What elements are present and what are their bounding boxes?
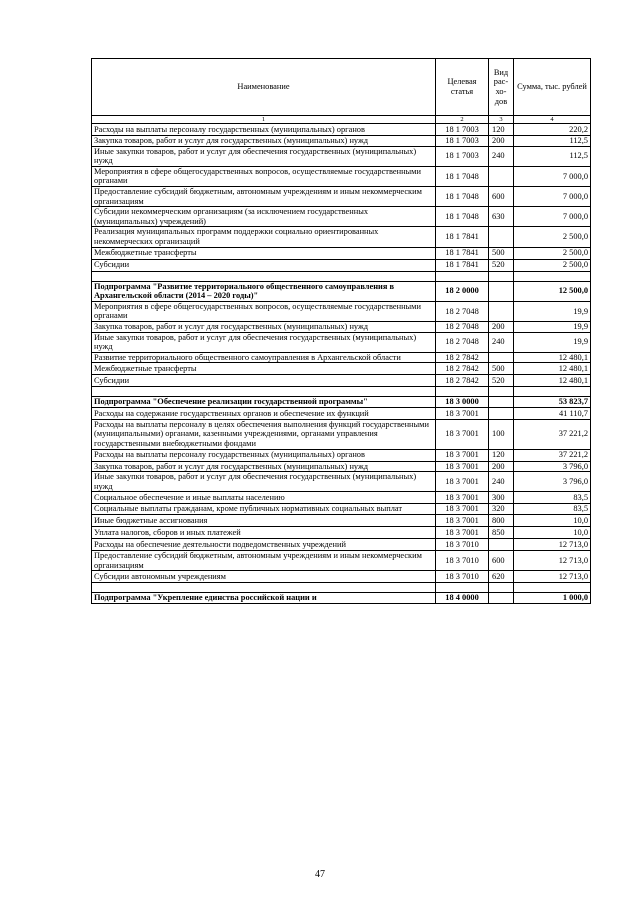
row-name-cell [92, 583, 436, 593]
table-row [92, 166, 591, 186]
spacer-row [92, 387, 591, 397]
row-sum-cell: 1 000,0 [514, 593, 591, 604]
row-type-cell [489, 397, 514, 408]
row-article-cell: 18 3 0000 [436, 397, 489, 408]
row-name-cell: Социальное обеспечение и иные выплаты населению [92, 492, 436, 504]
row-name-cell: Расходы на выплаты персоналу государственных (муниципальных) органов [92, 449, 436, 461]
row-type-cell: 240 [489, 472, 514, 492]
column-number: 2 [436, 116, 489, 124]
row-sum-cell: 2 500,0 [514, 259, 591, 271]
row-name-cell: Закупка товаров, работ и услуг для государственных (муниципальных) нужд [92, 321, 436, 332]
column-header-type: Вид рас- хо- дов [489, 59, 514, 116]
row-type-cell: 800 [489, 515, 514, 527]
row-sum-cell: 2 500,0 [514, 227, 591, 247]
row-sum-cell: 12 713,0 [514, 571, 591, 583]
row-name-cell: Иные закупки товаров, работ и услуг для обеспечения государственных (муниципальных) нужд [92, 146, 436, 166]
row-type-cell [489, 539, 514, 551]
column-header-name: Наименование [92, 59, 436, 116]
row-name-cell: Предоставление субсидий бюджетным, автономным учреждениям и иным некоммерческим организациям [92, 551, 436, 571]
row-sum-cell: 7 000,0 [514, 186, 591, 206]
row-sum-cell: 19,9 [514, 332, 591, 352]
table-row [92, 472, 591, 492]
spacer-row [92, 271, 591, 281]
row-article-cell: 18 2 7842 [436, 352, 489, 363]
row-type-cell: 600 [489, 551, 514, 571]
row-name-cell: Закупка товаров, работ и услуг для государственных (муниципальных) нужд [92, 461, 436, 472]
row-article-cell: 18 2 7048 [436, 332, 489, 352]
row-type-cell: 120 [489, 124, 514, 136]
row-sum-cell: 10,0 [514, 527, 591, 539]
column-number: 3 [489, 116, 514, 124]
row-sum-cell [514, 583, 591, 593]
table-row [92, 136, 591, 147]
row-article-cell: 18 2 7048 [436, 301, 489, 321]
row-article-cell: 18 1 7003 [436, 136, 489, 147]
row-type-cell [489, 271, 514, 281]
row-article-cell: 18 3 7001 [436, 472, 489, 492]
row-article-cell: 18 1 7841 [436, 247, 489, 259]
column-number: 4 [514, 116, 591, 124]
row-type-cell [489, 407, 514, 419]
row-type-cell [489, 227, 514, 247]
row-name-cell: Реализация муниципальных программ поддержки социально ориентированных некоммерческих организаций [92, 227, 436, 247]
row-sum-cell: 53 823,7 [514, 397, 591, 408]
row-type-cell [489, 281, 514, 301]
row-name-cell: Иные закупки товаров, работ и услуг для обеспечения государственных (муниципальных) нужд [92, 472, 436, 492]
table-row [92, 207, 591, 227]
row-type-cell [489, 593, 514, 604]
subprogram-row [92, 281, 591, 301]
row-sum-cell: 7 000,0 [514, 207, 591, 227]
table-row [92, 247, 591, 259]
row-name-cell: Подпрограмма "Укрепление единства российской нации и [92, 593, 436, 604]
row-type-cell: 300 [489, 492, 514, 504]
row-name-cell: Подпрограмма "Развитие территориального общественного самоуправления в Архангельской области (2014 – 2020 годы)" [92, 281, 436, 301]
column-number-row [92, 116, 591, 124]
table-row [92, 363, 591, 375]
row-sum-cell: 83,5 [514, 492, 591, 504]
row-article-cell: 18 4 0000 [436, 593, 489, 604]
table-row [92, 332, 591, 352]
table-row [92, 321, 591, 332]
row-type-cell [489, 166, 514, 186]
row-sum-cell: 37 221,2 [514, 449, 591, 461]
row-name-cell: Субсидии [92, 259, 436, 271]
row-sum-cell: 3 796,0 [514, 461, 591, 472]
table-row [92, 375, 591, 387]
subprogram-row [92, 593, 591, 604]
row-type-cell: 520 [489, 259, 514, 271]
row-article-cell: 18 2 0000 [436, 281, 489, 301]
row-type-cell: 200 [489, 461, 514, 472]
row-name-cell: Предоставление субсидий бюджетным, автономным учреждениям и иным некоммерческим организациям [92, 186, 436, 206]
table-row [92, 124, 591, 136]
row-article-cell: 18 1 7841 [436, 227, 489, 247]
row-type-cell: 100 [489, 419, 514, 449]
row-type-cell: 200 [489, 136, 514, 147]
row-sum-cell: 12 480,1 [514, 363, 591, 375]
table-row [92, 527, 591, 539]
row-article-cell: 18 3 7010 [436, 551, 489, 571]
row-type-cell: 240 [489, 146, 514, 166]
table-row [92, 227, 591, 247]
row-article-cell: 18 3 7010 [436, 571, 489, 583]
row-article-cell: 18 3 7001 [436, 515, 489, 527]
row-name-cell: Расходы на обеспечение деятельности подведомственных учреждений [92, 539, 436, 551]
row-type-cell: 620 [489, 571, 514, 583]
row-sum-cell: 3 796,0 [514, 472, 591, 492]
table-row [92, 352, 591, 363]
page-number: 47 [315, 869, 325, 880]
row-article-cell [436, 583, 489, 593]
table-row [92, 515, 591, 527]
row-name-cell: Межбюджетные трансферты [92, 363, 436, 375]
budget-document [91, 58, 590, 604]
row-type-cell: 850 [489, 527, 514, 539]
row-sum-cell: 41 110,7 [514, 407, 591, 419]
row-type-cell: 500 [489, 247, 514, 259]
row-name-cell: Расходы на выплаты персоналу государственных (муниципальных) органов [92, 124, 436, 136]
row-name-cell [92, 387, 436, 397]
row-article-cell: 18 3 7010 [436, 539, 489, 551]
row-article-cell: 18 1 7048 [436, 207, 489, 227]
row-type-cell [489, 301, 514, 321]
row-article-cell: 18 3 7001 [436, 527, 489, 539]
table-row [92, 551, 591, 571]
table-row [92, 449, 591, 461]
row-name-cell: Иные закупки товаров, работ и услуг для обеспечения государственных (муниципальных) нужд [92, 332, 436, 352]
row-sum-cell: 19,9 [514, 301, 591, 321]
row-sum-cell [514, 271, 591, 281]
row-article-cell: 18 1 7048 [436, 186, 489, 206]
row-article-cell [436, 271, 489, 281]
row-type-cell: 320 [489, 504, 514, 515]
row-sum-cell: 12 480,1 [514, 352, 591, 363]
table-header-row [92, 59, 591, 116]
spacer-row [92, 583, 591, 593]
table-row [92, 504, 591, 515]
row-sum-cell: 112,5 [514, 146, 591, 166]
row-sum-cell: 19,9 [514, 321, 591, 332]
row-type-cell: 630 [489, 207, 514, 227]
row-name-cell: Субсидии некоммерческим организациям (за исключением государственных (муниципальных) учреждений) [92, 207, 436, 227]
row-name-cell: Социальные выплаты гражданам, кроме публичных нормативных социальных выплат [92, 504, 436, 515]
row-name-cell: Межбюджетные трансферты [92, 247, 436, 259]
row-name-cell: Закупка товаров, работ и услуг для государственных (муниципальных) нужд [92, 136, 436, 147]
budget-table [91, 58, 591, 604]
table-row [92, 492, 591, 504]
row-name-cell: Расходы на выплаты персоналу в целях обеспечения выполнения функций государственными (муниципальными) органами, казенными учреждениями, органами управления государственными внебюджетными фондами [92, 419, 436, 449]
row-sum-cell: 37 221,2 [514, 419, 591, 449]
row-article-cell: 18 2 7048 [436, 321, 489, 332]
row-sum-cell: 12 480,1 [514, 375, 591, 387]
row-name-cell: Подпрограмма "Обеспечение реализации государственной программы" [92, 397, 436, 408]
subprogram-row [92, 397, 591, 408]
row-name-cell: Расходы на содержание государственных органов и обеспечение их функций [92, 407, 436, 419]
row-type-cell: 520 [489, 375, 514, 387]
column-header-sum: Сумма, тыс. рублей [514, 59, 591, 116]
table-row [92, 407, 591, 419]
row-sum-cell: 12 713,0 [514, 539, 591, 551]
table-row [92, 301, 591, 321]
row-name-cell: Мероприятия в сфере общегосударственных вопросов, осуществляемые государственными органами [92, 166, 436, 186]
row-sum-cell: 220,2 [514, 124, 591, 136]
row-article-cell: 18 1 7841 [436, 259, 489, 271]
row-article-cell: 18 3 7001 [436, 461, 489, 472]
row-type-cell: 600 [489, 186, 514, 206]
row-article-cell [436, 387, 489, 397]
row-name-cell: Субсидии автономным учреждениям [92, 571, 436, 583]
row-article-cell: 18 3 7001 [436, 419, 489, 449]
row-article-cell: 18 3 7001 [436, 492, 489, 504]
row-sum-cell: 12 500,0 [514, 281, 591, 301]
row-type-cell [489, 387, 514, 397]
row-article-cell: 18 1 7003 [436, 124, 489, 136]
row-article-cell: 18 3 7001 [436, 407, 489, 419]
row-sum-cell [514, 387, 591, 397]
row-article-cell: 18 1 7003 [436, 146, 489, 166]
row-article-cell: 18 2 7842 [436, 363, 489, 375]
row-name-cell: Мероприятия в сфере общегосударственных вопросов, осуществляемые государственными органами [92, 301, 436, 321]
row-sum-cell: 83,5 [514, 504, 591, 515]
row-sum-cell: 10,0 [514, 515, 591, 527]
table-row [92, 186, 591, 206]
row-name-cell: Субсидии [92, 375, 436, 387]
row-name-cell: Развитие территориального общественного самоуправления в Архангельской области [92, 352, 436, 363]
table-row [92, 571, 591, 583]
table-row [92, 461, 591, 472]
budget-table-body [92, 59, 591, 604]
row-name-cell: Иные бюджетные ассигнования [92, 515, 436, 527]
table-row [92, 539, 591, 551]
row-sum-cell: 12 713,0 [514, 551, 591, 571]
row-type-cell: 500 [489, 363, 514, 375]
column-header-article: Целевая статья [436, 59, 489, 116]
row-article-cell: 18 1 7048 [436, 166, 489, 186]
row-name-cell: Уплата налогов, сборов и иных платежей [92, 527, 436, 539]
row-type-cell [489, 583, 514, 593]
row-name-cell [92, 271, 436, 281]
table-row [92, 146, 591, 166]
row-sum-cell: 112,5 [514, 136, 591, 147]
table-row [92, 259, 591, 271]
row-type-cell: 120 [489, 449, 514, 461]
row-article-cell: 18 3 7001 [436, 449, 489, 461]
row-type-cell: 200 [489, 321, 514, 332]
row-type-cell [489, 352, 514, 363]
row-type-cell: 240 [489, 332, 514, 352]
row-article-cell: 18 2 7842 [436, 375, 489, 387]
row-article-cell: 18 3 7001 [436, 504, 489, 515]
table-row [92, 419, 591, 449]
row-sum-cell: 2 500,0 [514, 247, 591, 259]
row-sum-cell: 7 000,0 [514, 166, 591, 186]
column-number: 1 [92, 116, 436, 124]
